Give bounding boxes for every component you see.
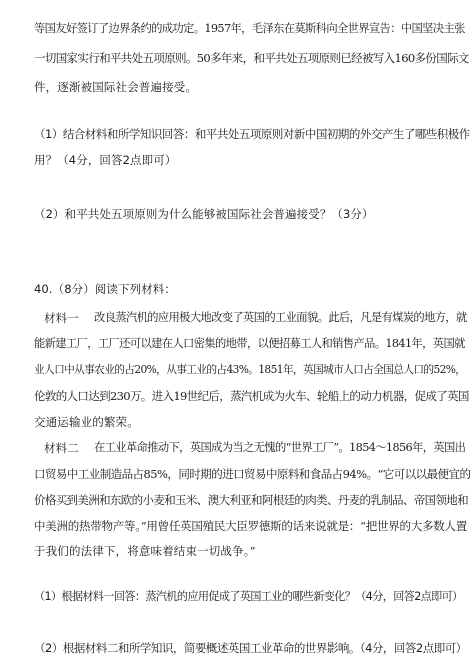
material-2-line-1: 在工业革命推动下，英国成为当之无愧的“世界工厂”。1854～1856年，英国出 bbox=[94, 441, 466, 454]
material-2-label: 材料二 bbox=[44, 441, 79, 455]
material-2-line-3: 价格买到美洲和东欧的小麦和玉米、澳大利亚和阿根廷的肉类、丹麦的乳制品、帝国领地和 bbox=[34, 493, 468, 507]
material-1-label: 材料一 bbox=[44, 311, 79, 325]
passage-line-3: 件，逐渐被国际社会普遍接受。 bbox=[34, 80, 198, 94]
passage-line-1: 等国友好签订了边界条约的成功定。1957年，毛泽东在莫斯科向全世界宣告：中国坚决主张 bbox=[34, 22, 465, 35]
question-39-1-line-2: 用？（4分，回答2点即可） bbox=[34, 153, 177, 167]
material-1-line-3: 业人口中从事农业的占20%，从事工业的占43%。1851年，英国城市人口占全国总人口的52%， bbox=[34, 363, 466, 376]
material-2-line-5: 于我们的法律下，将意味着结束一切战争。” bbox=[34, 544, 256, 558]
question-40-header: 40.（8分）阅读下列材料： bbox=[34, 282, 177, 296]
question-39-1-line-1: （1）结合材料和所学知识回答：和平共处五项原则对新中国初期的外交产生了哪些积极作 bbox=[34, 127, 470, 141]
material-1-line-2: 能新建工厂，工厂还可以建在人口密集的地带，以便招募工人和销售产品。1841年，英国就 bbox=[34, 337, 465, 350]
question-40-1: （1）根据材料一回答：蒸汽机的应用促成了英国工业的哪些新变化？（4分，回答2点即可） bbox=[34, 590, 463, 603]
question-40-2: （2）根据材料二和所学知识，简要概述英国工业革命的世界影响。（4分，回答2点即可） bbox=[34, 641, 467, 655]
passage-line-2: 一切国家实行和平共处五项原则。50多年来，和平共处五项原则已经被写入160多份国际文 bbox=[34, 51, 469, 65]
material-1-line-1: 改良蒸汽机的应用极大地改变了英国的工业面貌。此后，凡是有煤炭的地方，就 bbox=[94, 311, 467, 324]
question-39-2: （2）和平共处五项原则为什么能够被国际社会普遍接受？（3分） bbox=[34, 207, 374, 221]
material-2-line-4: 中美洲的热带物产等。”用曾任英国殖民大臣罗德斯的话来说就是：“把世界的大多数人置 bbox=[34, 519, 468, 533]
material-1-line-5: 交通运输业的繁荣。 bbox=[34, 415, 139, 429]
material-1-line-4: 伦敦的人口达到230万。进入19世纪后，蒸汽机成为火车、轮船上的动力机器，促成了英国 bbox=[34, 389, 469, 403]
material-2-line-2: 口贸易中工业制造品占85%，同时期的进口贸易中原料和食品占94%。“它可以以最便宜的 bbox=[34, 467, 471, 481]
